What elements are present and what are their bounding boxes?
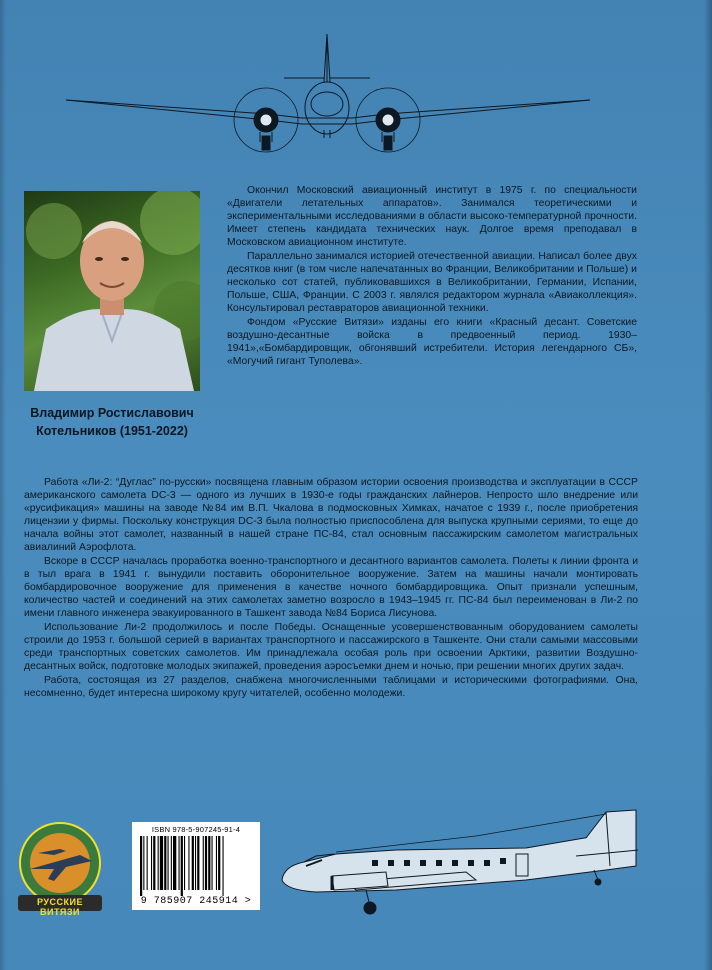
spine-shadow bbox=[0, 0, 6, 970]
ean-digits: 9 785907 245914 > bbox=[140, 896, 252, 907]
barcode bbox=[140, 836, 252, 896]
publisher-logo-label: РУССКИЕ ВИТЯЗИ bbox=[37, 897, 83, 917]
barcode-bar bbox=[147, 836, 148, 890]
author-name-line2: Котельников (1951-2022) bbox=[36, 424, 188, 438]
barcode-bar bbox=[197, 836, 199, 890]
barcode-bar bbox=[140, 836, 142, 896]
author-bio bbox=[227, 184, 637, 369]
annotation-paragraph: Использование Ли-2 продолжилось и после Победы. Оснащенные усовершенствованным оборудованием самолеты строили до 1953 г. большой серией в вариантах транспортного и пассажирского в Ташкенте. Они стали самыми массовыми среди транспортных советских самолетов. Им принадлежала особая роль при освоении Арктики, развитии Воздушно-десантных войск, подготовке молодых экипажей, проведения аэросъемки днем и ночью, при решении многих других задач. bbox=[24, 622, 638, 672]
author-name bbox=[24, 404, 200, 440]
edge-shadow bbox=[704, 0, 712, 970]
barcode-bar bbox=[160, 836, 163, 890]
barcode-bar bbox=[212, 836, 213, 890]
barcode-bar bbox=[184, 836, 185, 890]
barcode-bar bbox=[216, 836, 217, 890]
barcode-bar bbox=[223, 836, 224, 896]
author-photo bbox=[24, 191, 200, 391]
barcode-bar bbox=[151, 836, 152, 890]
isbn-barcode-block bbox=[132, 822, 260, 910]
aircraft-front-view-drawing bbox=[62, 34, 594, 154]
barcode-bar bbox=[195, 836, 196, 890]
bio-paragraph: Параллельно занимался историей отечественной авиации. Написал более двух десятков книг (в том числе напечатанных во Франции, Великобритании и Польше) и несколько сот статей, публиковавшихся в Великобритании, Германии, Испании, Польше, США, Франции. С 2003 г. являлся редактором журнала «Авиаколлекция». Консультировал реставраторов авиационной техники. bbox=[227, 251, 637, 314]
bio-paragraph: Окончил Московский авиационный институт в 1975 г. по специальности «Двигатели летательных аппаратов». Занимался теоретическими и экспериментальными исследованиями в области высоко-температурной прочности. Имеет степень кандидата технических наук. Долгое время преподавал в Московском авиационном институте. bbox=[227, 185, 637, 248]
barcode-bar bbox=[218, 836, 220, 890]
barcode-bar bbox=[153, 836, 155, 890]
barcode-bar bbox=[173, 836, 176, 890]
book-annotation bbox=[24, 476, 638, 701]
barcode-bar bbox=[158, 836, 159, 890]
barcode-bar bbox=[181, 836, 183, 896]
barcode-bar bbox=[143, 836, 144, 890]
annotation-paragraph: Работа «Ли-2: “Дуглас” по-русски» посвящена главным образом истории освоения производства и эксплуатации в СССР американского самолета DC-3 — одного из лучших в 1930-е годы гражданских лайнеров. Непросто шло внедрение или «русификация» машины на заводе №84 им В.П. Чкалова в подмосковных Химках, начатое с 1939 г., после приобретения лицензии у фирмы. Поскольку конструкция DC-3 была полностью приспособлена для выпуска крупными сериями, то еще до начала войны этот самолет, названный в нашей стране ПС-84, стал основным пассажирским самолетом магистральных авиалиний Аэрофлота. bbox=[24, 477, 638, 553]
barcode-bar bbox=[168, 836, 169, 890]
barcode-bar bbox=[208, 836, 210, 890]
barcode-bar bbox=[179, 836, 180, 890]
barcode-bar bbox=[192, 836, 194, 890]
aircraft-side-view-drawing bbox=[276, 806, 648, 916]
author-name-line1: Владимир Ростиславович bbox=[30, 406, 194, 420]
barcode-bar bbox=[171, 836, 172, 890]
barcode-bar bbox=[188, 836, 189, 890]
barcode-bar bbox=[203, 836, 204, 890]
barcode-bar bbox=[205, 836, 207, 890]
annotation-paragraph: Вскоре в СССР началась проработка военно-транспортного и десантного вариантов самолета. Полеты к линии фронта и в тыл врага в 1941 г. вынудили поставить оборонительное вооружение. Затем на машины начали монтировать бомбардировочное вооружение для применения в качестве ночного бомбардировщика. Опыт признали успешным, количество частей и соединений на этих самолетах заметно возросло в 1943–1945 гг. ПС-84 был переименован в Ли-2 по имени главного инженера эвакуированного в Ташкент завода №84 Бориса Лисунова. bbox=[24, 556, 638, 619]
annotation-paragraph: Работа, состоящая из 27 разделов, снабжена многочисленными таблицами и историческими фотографиями. Она, несомненно, будет интересна широкому кругу читателей, особенно молодежи. bbox=[24, 675, 638, 699]
bio-paragraph: Фондом «Русские Витязи» изданы его книги «Красный десант. Советские воздушно-десантные войска в предвоенный период. 1930–1941»,«Бомбардировщик, обгонявший истребители. История легендарного СБ», «Могучий гигант Туполева». bbox=[227, 317, 637, 367]
isbn-number: ISBN 978-5-907245-91-4 bbox=[151, 825, 241, 834]
barcode-bar bbox=[164, 836, 166, 890]
